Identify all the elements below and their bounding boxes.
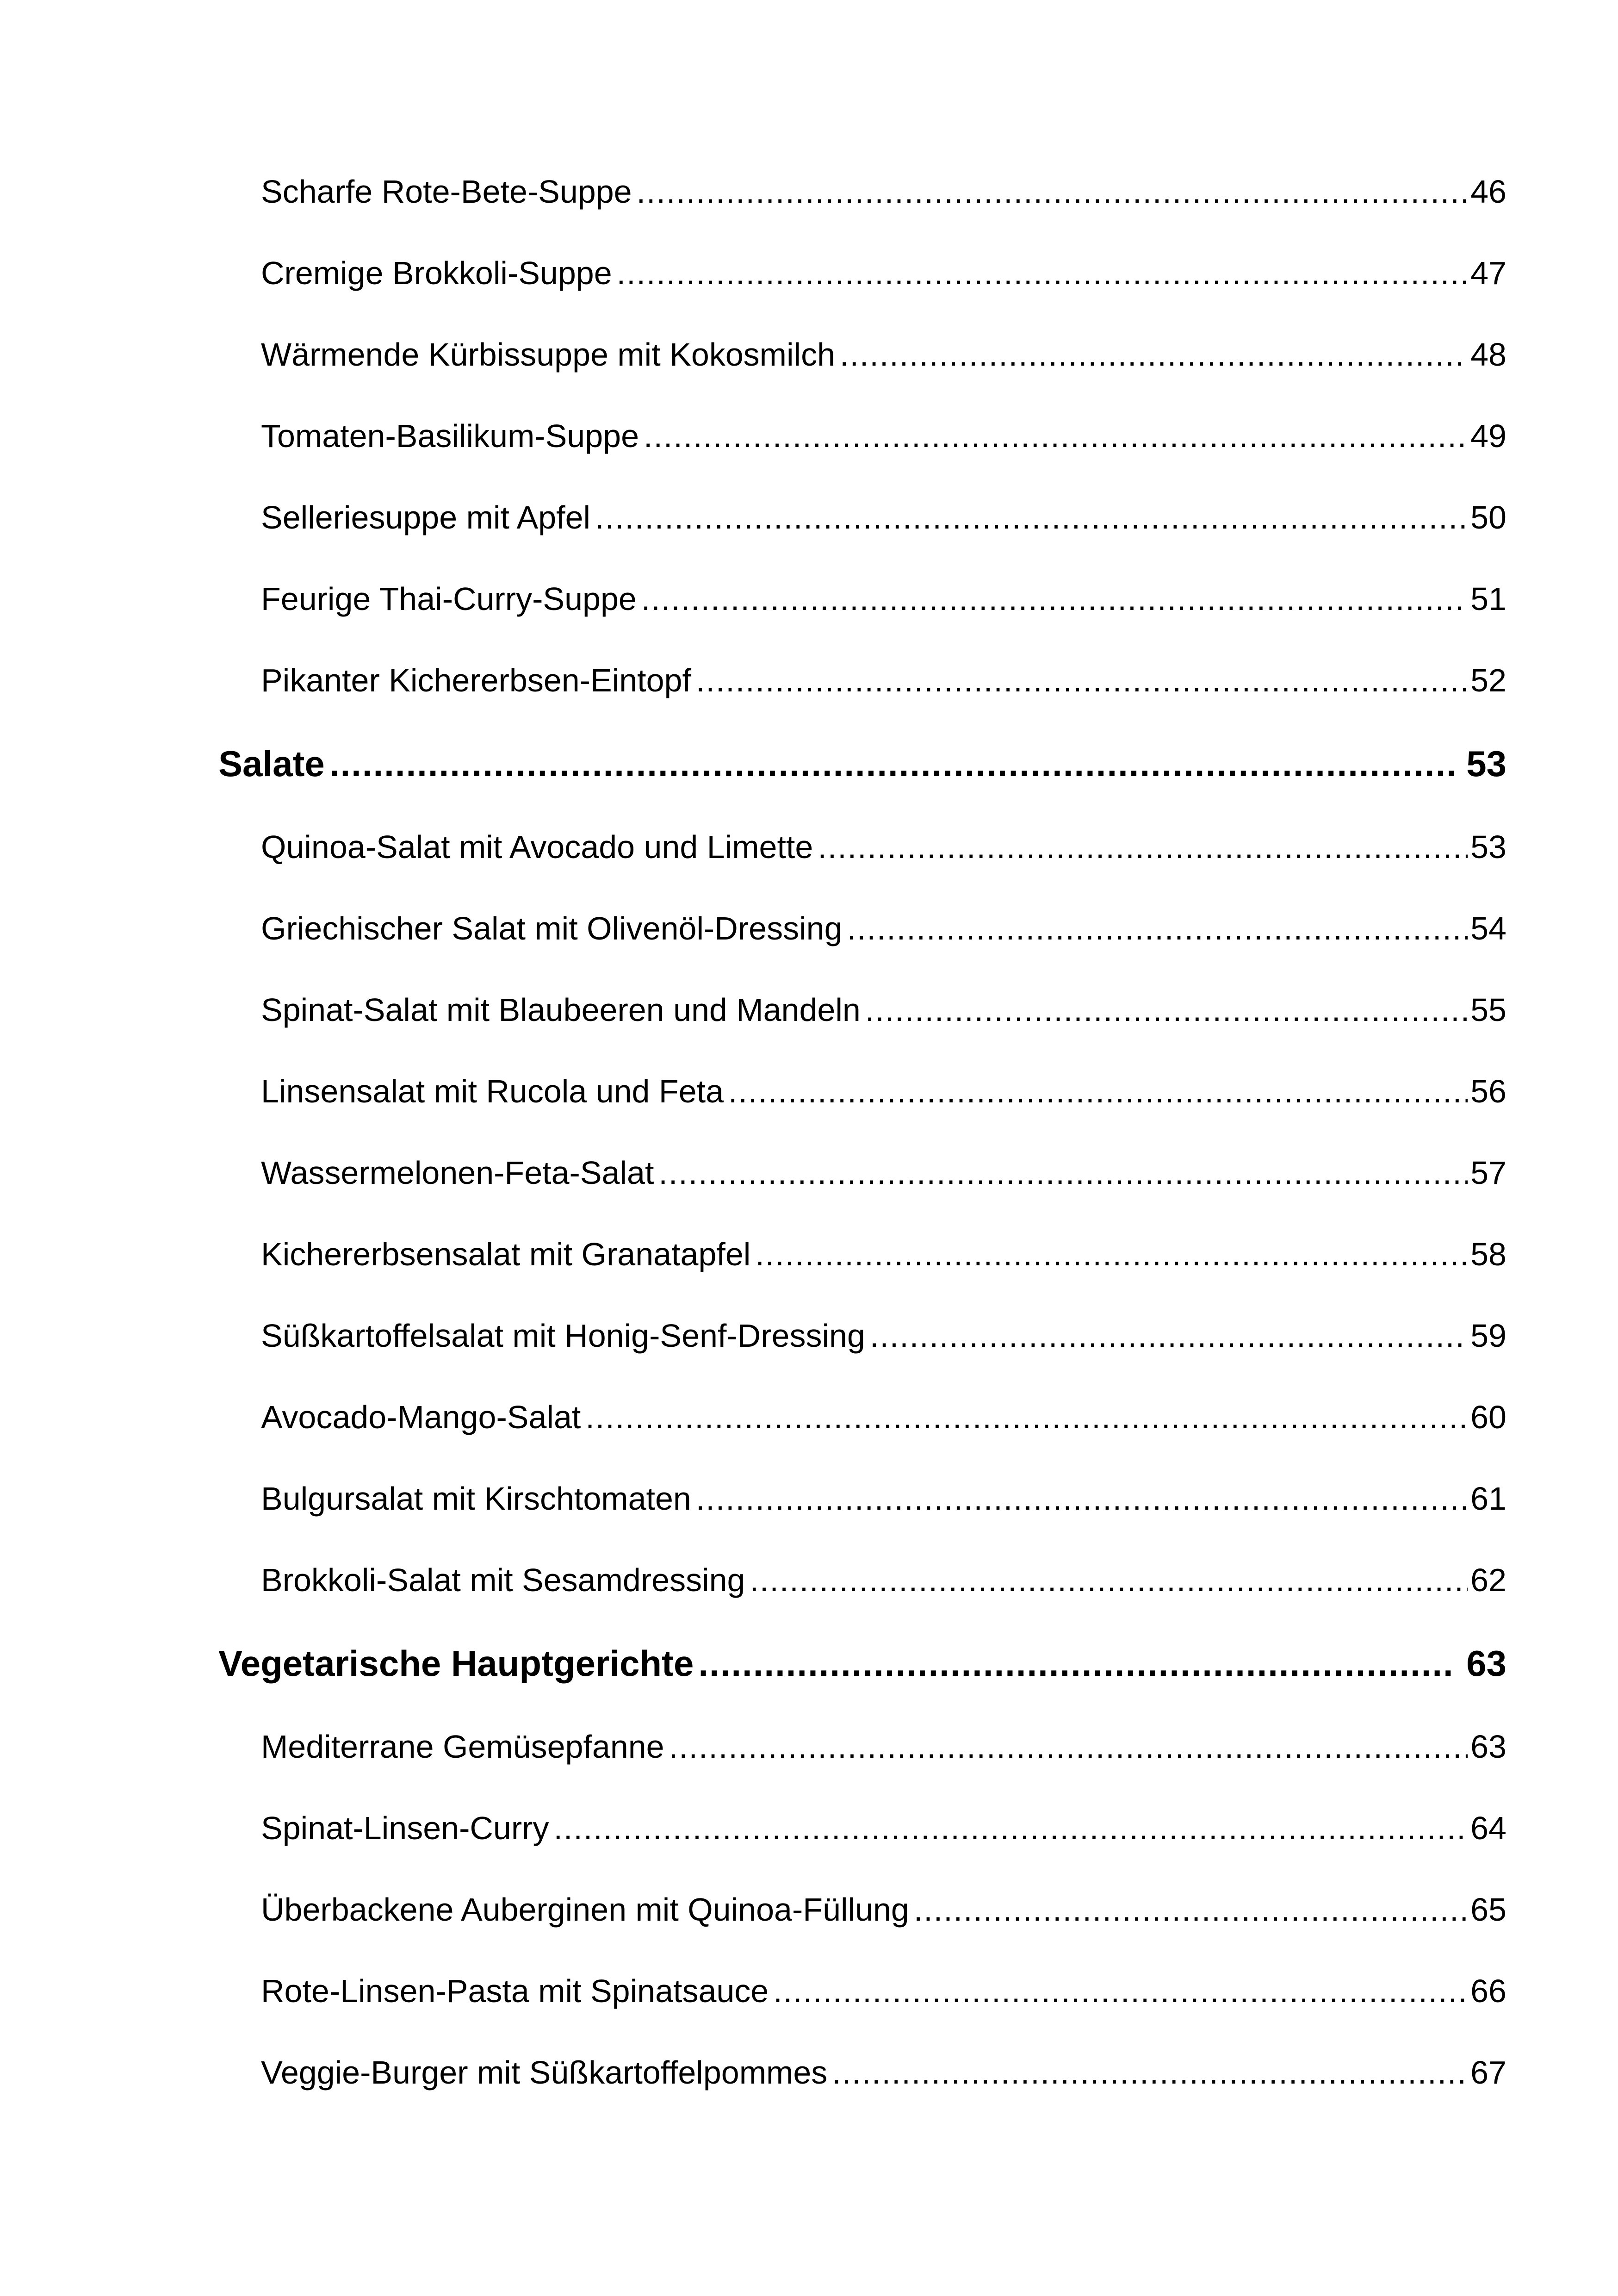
toc-page-number: 52 <box>1470 662 1506 698</box>
toc-page-number: 60 <box>1470 1399 1506 1435</box>
toc-page-number: 67 <box>1470 2054 1506 2091</box>
toc-recipe-entry <box>218 395 1506 477</box>
toc-page-number: 56 <box>1470 1073 1506 1109</box>
toc-page-number: 66 <box>1470 1973 1506 2009</box>
toc-entry-title: Scharfe Rote-Bete-Suppe <box>261 174 632 210</box>
toc-dot-leader <box>865 969 1468 1051</box>
toc-dot-leader <box>637 151 1468 232</box>
toc-recipe-entry <box>218 1295 1506 1376</box>
toc-dot-leader <box>696 640 1468 721</box>
toc-page-number: 50 <box>1470 499 1506 535</box>
toc-dot-leader <box>329 721 1455 806</box>
toc-entry-title: Pikanter Kichererbsen-Eintopf <box>261 662 691 698</box>
toc-dot-leader <box>728 1051 1468 1132</box>
toc-recipe-entry <box>218 806 1506 888</box>
toc-page-number: 61 <box>1470 1481 1506 1517</box>
toc-chapter-entry <box>218 721 1506 806</box>
toc-page-number: 63 <box>1466 1643 1506 1684</box>
toc-dot-leader <box>641 558 1468 640</box>
toc-dot-leader <box>585 1376 1468 1458</box>
toc-page-number: 59 <box>1470 1318 1506 1354</box>
toc-page-number: 64 <box>1470 1810 1506 1846</box>
toc-page-number: 63 <box>1470 1729 1506 1765</box>
toc-page-number: 57 <box>1470 1155 1506 1191</box>
toc-page-number: 46 <box>1470 174 1506 210</box>
toc-recipe-entry <box>218 1051 1506 1132</box>
toc-entry-title: Selleriesuppe mit Apfel <box>261 499 591 535</box>
toc-entry-title: Vegetarische Hauptgerichte <box>218 1643 694 1684</box>
toc-recipe-entry <box>218 314 1506 395</box>
toc-entry-title: Tomaten-Basilikum-Suppe <box>261 418 639 454</box>
toc-entry-title: Veggie-Burger mit Süßkartoffelpommes <box>261 2054 828 2091</box>
toc-dot-leader <box>755 1213 1468 1295</box>
toc-dot-leader <box>644 395 1468 477</box>
toc-recipe-entry <box>218 640 1506 721</box>
toc-page-number: 55 <box>1470 992 1506 1028</box>
toc-page-number: 53 <box>1466 743 1506 784</box>
toc-dot-leader <box>914 1869 1468 1950</box>
toc-recipe-entry <box>218 477 1506 558</box>
toc-page-number: 48 <box>1470 336 1506 373</box>
toc-recipe-entry <box>218 1376 1506 1458</box>
toc-recipe-entry <box>218 1706 1506 1787</box>
toc-entry-title: Griechischer Salat mit Olivenöl-Dressing <box>261 910 843 946</box>
toc-recipe-entry <box>218 1869 1506 1950</box>
toc-recipe-entry <box>218 1787 1506 1869</box>
toc-recipe-entry <box>218 1458 1506 1539</box>
toc-chapter-entry <box>218 1621 1506 1706</box>
toc-dot-leader <box>698 1621 1455 1706</box>
toc-page-number: 47 <box>1470 255 1506 291</box>
toc-page-number: 62 <box>1470 1562 1506 1598</box>
toc-entry-title: Spinat-Linsen-Curry <box>261 1810 549 1846</box>
toc-dot-leader <box>750 1539 1468 1621</box>
toc-recipe-entry <box>218 2032 1506 2113</box>
toc-entry-title: Rote-Linsen-Pasta mit Spinatsauce <box>261 1973 769 2009</box>
toc-recipe-entry <box>218 1950 1506 2032</box>
toc-dot-leader <box>595 477 1468 558</box>
toc-page-number: 53 <box>1470 829 1506 865</box>
toc-dot-leader <box>669 1706 1468 1787</box>
toc-recipe-entry <box>218 558 1506 640</box>
toc-dot-leader <box>847 888 1468 969</box>
toc-recipe-entry <box>218 1132 1506 1213</box>
toc-entry-title: Quinoa-Salat mit Avocado und Limette <box>261 829 813 865</box>
toc-entry-title: Bulgursalat mit Kirschtomaten <box>261 1481 691 1517</box>
toc-recipe-entry <box>218 1213 1506 1295</box>
toc-dot-leader <box>818 806 1468 888</box>
toc-page-number: 49 <box>1470 418 1506 454</box>
toc-entry-title: Spinat-Salat mit Blaubeeren und Mandeln <box>261 992 861 1028</box>
toc-dot-leader <box>617 232 1468 314</box>
toc-entry-title: Süßkartoffelsalat mit Honig-Senf-Dressing <box>261 1318 865 1354</box>
toc-recipe-entry <box>218 888 1506 969</box>
toc-dot-leader <box>773 1950 1468 2032</box>
toc-dot-leader <box>658 1132 1468 1213</box>
toc-recipe-entry <box>218 1539 1506 1621</box>
toc-page-number: 54 <box>1470 910 1506 946</box>
toc-dot-leader <box>832 2032 1468 2113</box>
toc-entry-title: Linsensalat mit Rucola und Feta <box>261 1073 724 1109</box>
table-of-contents <box>218 151 1506 2113</box>
toc-dot-leader <box>840 314 1468 395</box>
toc-entry-title: Überbackene Auberginen mit Quinoa-Füllung <box>261 1892 909 1928</box>
toc-entry-title: Brokkoli-Salat mit Sesamdressing <box>261 1562 745 1598</box>
toc-page-number: 58 <box>1470 1236 1506 1272</box>
toc-recipe-entry <box>218 969 1506 1051</box>
toc-entry-title: Kichererbsensalat mit Granatapfel <box>261 1236 751 1272</box>
toc-entry-title: Salate <box>218 743 325 784</box>
toc-recipe-entry <box>218 151 1506 232</box>
toc-recipe-entry <box>218 232 1506 314</box>
toc-page-number: 65 <box>1470 1892 1506 1928</box>
toc-page-number: 51 <box>1470 581 1506 617</box>
toc-entry-title: Feurige Thai-Curry-Suppe <box>261 581 637 617</box>
toc-entry-title: Avocado-Mango-Salat <box>261 1399 581 1435</box>
toc-entry-title: Mediterrane Gemüsepfanne <box>261 1729 664 1765</box>
toc-entry-title: Wärmende Kürbissuppe mit Kokosmilch <box>261 336 836 373</box>
toc-entry-title: Wassermelonen-Feta-Salat <box>261 1155 654 1191</box>
toc-entry-title: Cremige Brokkoli-Suppe <box>261 255 612 291</box>
toc-dot-leader <box>696 1458 1468 1539</box>
toc-dot-leader <box>870 1295 1468 1376</box>
toc-dot-leader <box>553 1787 1468 1869</box>
